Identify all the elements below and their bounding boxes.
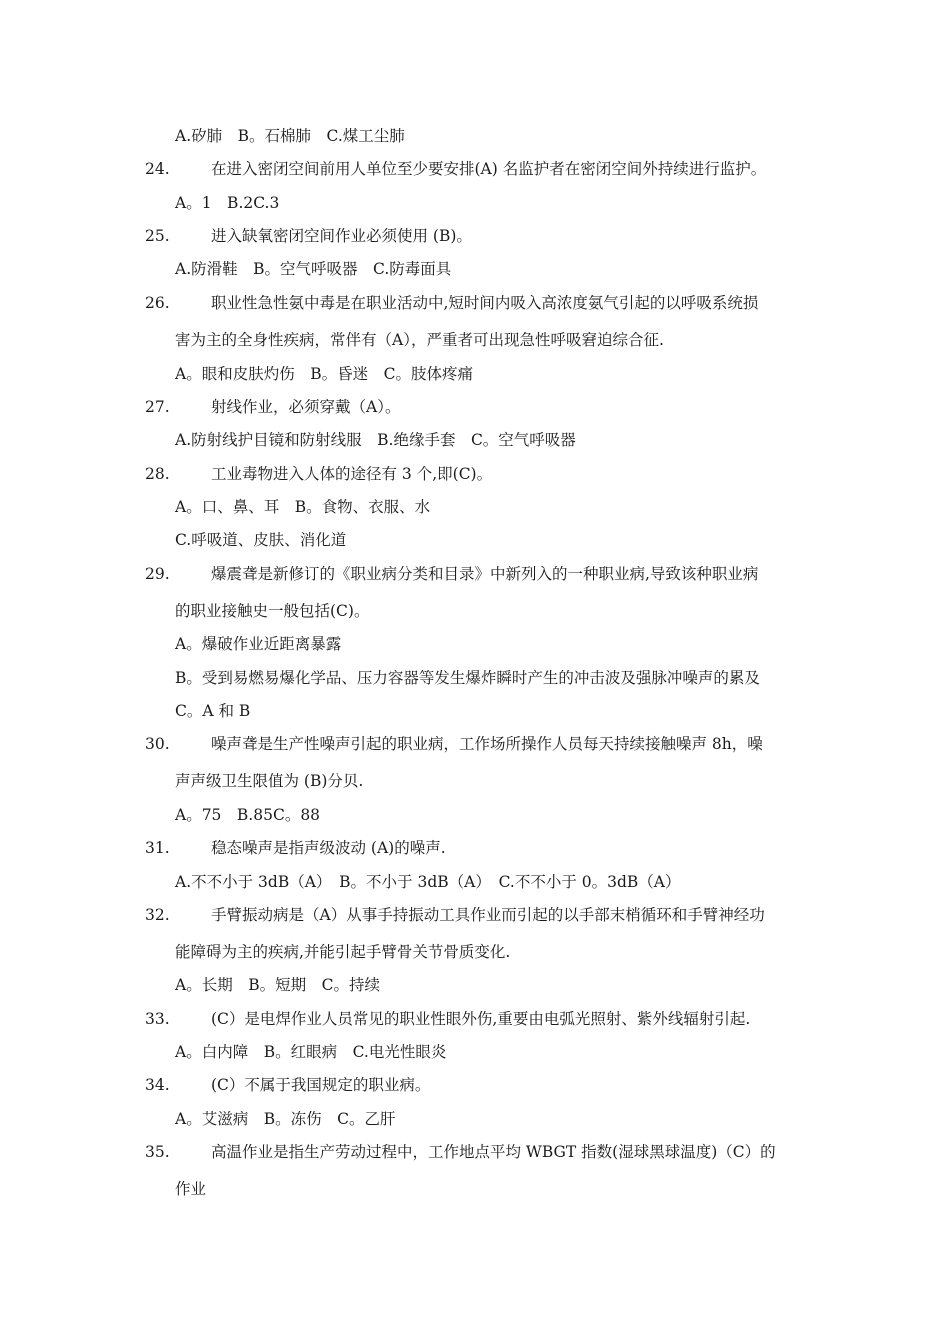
question-29: [0, 561, 950, 587]
question-35: [0, 1139, 950, 1165]
option-text: A.矽肺 B。石棉肺 C.煤工尘肺: [175, 127, 405, 145]
question-32: [0, 902, 950, 928]
question-25: [0, 223, 950, 249]
question-text: (C）是电焊作业人员常见的职业性眼外伤,重要由电弧光照射、紫外线辐射引起.: [211, 1010, 751, 1028]
question-continuation: [0, 939, 950, 965]
option-line: [0, 1039, 950, 1065]
option-line: [0, 527, 950, 553]
option-text: A.防滑鞋 B。空气呼吸器 C.防毒面具: [175, 260, 452, 278]
question-text-continued: 的职业接触史一般包括(C)。: [175, 602, 370, 620]
question-continuation: [0, 1176, 950, 1202]
question-continuation: [0, 598, 950, 624]
question-number: 26.: [145, 294, 170, 312]
question-text: 进入缺氧密闭空间作业必须使用 (B)。: [211, 227, 472, 245]
option-text: A。75 B.85C。88: [175, 806, 321, 824]
option-text: A。眼和皮肤灼伤 B。昏迷 C。肢体疼痛: [175, 365, 473, 383]
option-text: A.防射线护目镜和防射线服 B.绝缘手套 C。空气呼吸器: [175, 431, 576, 449]
option-line: [0, 190, 950, 216]
question-number: 34.: [145, 1076, 170, 1094]
option-line: [0, 802, 950, 828]
question-text: 射线作业，必须穿戴（A）。: [211, 398, 401, 416]
question-number: 35.: [145, 1143, 170, 1161]
question-text: 在进入密闭空间前用人单位至少要安排(A) 名监护者在密闭空间外持续进行监护。: [211, 160, 767, 178]
option-line: [0, 665, 950, 691]
question-number: 28.: [145, 465, 170, 483]
question-text-continued: 作业: [175, 1180, 207, 1198]
question-text-continued: 声声级卫生限值为 (B)分贝.: [175, 772, 364, 790]
option-line: [0, 972, 950, 998]
question-text: 手臂振动病是（A）从事手持振动工具作业而引起的以手部末梢循环和手臂神经功: [211, 906, 765, 924]
option-text: A。口、鼻、耳 B。食物、衣服、水: [175, 498, 431, 516]
option-text: A。爆破作业近距离暴露: [175, 635, 342, 653]
option-text: C。A 和 B: [175, 702, 251, 720]
question-30: [0, 731, 950, 757]
question-31: [0, 835, 950, 861]
question-continuation: [0, 768, 950, 794]
option-text: A。长期 B。短期 C。持续: [175, 976, 380, 994]
question-text: 爆震聋是新修订的《职业病分类和目录》中新列入的一种职业病,导致该种职业病: [211, 565, 759, 583]
option-line: [0, 361, 950, 387]
question-number: 29.: [145, 565, 170, 583]
question-text: 工业毒物进入人体的途径有 3 个,即(C)。: [211, 465, 493, 483]
question-number: 24.: [145, 160, 170, 178]
option-text: B。受到易燃易爆化学品、压力容器等发生爆炸瞬时产生的冲击波及强脉冲噪声的累及: [175, 669, 760, 687]
question-26: [0, 290, 950, 316]
option-line: [0, 1106, 950, 1132]
option-line: [0, 427, 950, 453]
question-27: [0, 394, 950, 420]
question-number: 27.: [145, 398, 170, 416]
option-text: A。白内障 B。红眼病 C.电光性眼炎: [175, 1043, 447, 1061]
option-text: A。1 B.2C.3: [175, 194, 280, 212]
option-text: A。艾滋病 B。冻伤 C。乙肝: [175, 1110, 396, 1128]
question-number: 25.: [145, 227, 170, 245]
question-number: 31.: [145, 839, 170, 857]
option-text: A.不不小于 3dB（A） B。不小于 3dB（A） C.不不小于 0。3dB（A）: [175, 873, 681, 891]
option-line: [0, 256, 950, 282]
question-text-continued: 能障碍为主的疾病,并能引起手臂骨关节骨质变化.: [175, 943, 511, 961]
option-text: C.呼吸道、皮肤、消化道: [175, 531, 347, 549]
question-text: 稳态噪声是指声级波动 (A)的噪声.: [211, 839, 446, 857]
question-34: [0, 1072, 950, 1098]
question-text: 职业性急性氨中毒是在职业活动中,短时间内吸入高浓度氨气引起的以呼吸系统损: [211, 294, 759, 312]
question-continuation: [0, 327, 950, 353]
option-line: [0, 494, 950, 520]
option-line: [0, 698, 950, 724]
question-text-continued: 害为主的全身性疾病，常伴有（A），严重者可出现急性呼吸窘迫综合征.: [175, 331, 664, 349]
question-text: 高温作业是指生产劳动过程中，工作地点平均 WBGT 指数(湿球黑球温度)（C）的: [211, 1143, 776, 1161]
option-line: [0, 631, 950, 657]
question-text: 噪声聋是生产性噪声引起的职业病，工作场所操作人员每天持续接触噪声 8h，噪: [211, 735, 763, 753]
question-number: 33.: [145, 1010, 170, 1028]
option-line: [0, 869, 950, 895]
question-33: [0, 1006, 950, 1032]
question-28: [0, 461, 950, 487]
question-number: 30.: [145, 735, 170, 753]
question-text: (C）不属于我国规定的职业病。: [211, 1076, 431, 1094]
question-number: 32.: [145, 906, 170, 924]
option-line: [0, 123, 950, 149]
question-24: [0, 156, 950, 182]
